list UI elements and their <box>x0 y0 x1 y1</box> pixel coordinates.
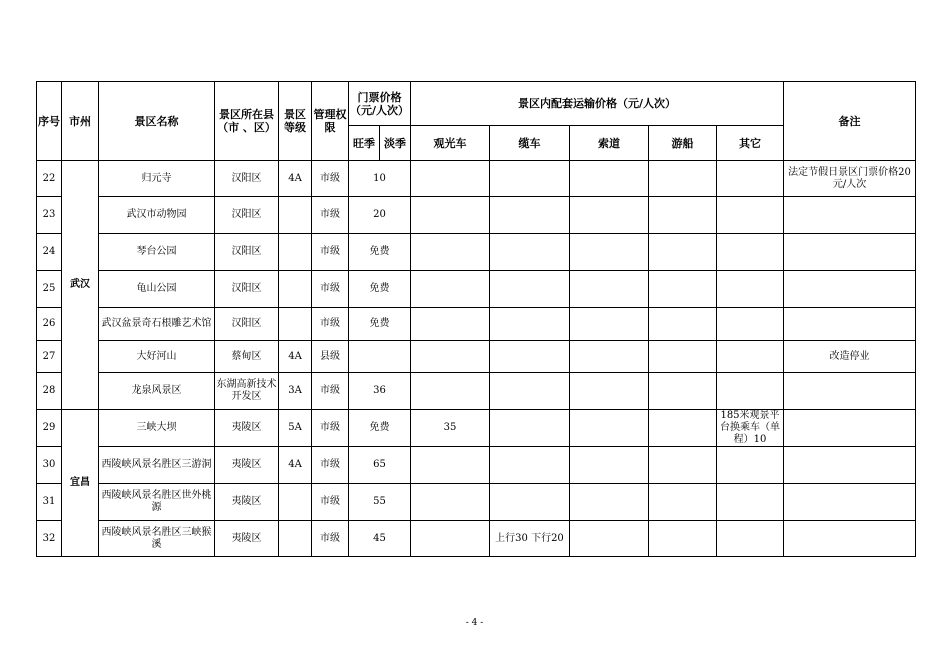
cell-ropeway <box>570 271 649 308</box>
cell-seq: 28 <box>37 373 62 410</box>
cell-bus <box>411 234 490 271</box>
cell-cable <box>490 271 570 308</box>
cell-name: 西陵峡风景名胜区三游洞 <box>99 447 215 484</box>
cell-authority: 县级 <box>312 341 349 373</box>
cell-ropeway <box>570 410 649 447</box>
cell-county: 汉阳区 <box>215 271 279 308</box>
cell-other <box>717 271 784 308</box>
cell-ropeway <box>570 484 649 521</box>
cell-ropeway <box>570 161 649 197</box>
cell-ticket-price <box>349 341 411 373</box>
cell-grade <box>279 521 312 557</box>
cell-cable <box>490 447 570 484</box>
cell-authority: 市级 <box>312 484 349 521</box>
header-ropeway: 索道 <box>570 126 649 161</box>
cell-bus <box>411 484 490 521</box>
cell-grade: 4A <box>279 447 312 484</box>
cell-grade <box>279 234 312 271</box>
cell-seq: 29 <box>37 410 62 447</box>
cell-authority: 市级 <box>312 373 349 410</box>
cell-name: 西陵峡风景名胜区世外桃源 <box>99 484 215 521</box>
cell-county: 夷陵区 <box>215 521 279 557</box>
cell-ticket-price: 免费 <box>349 271 411 308</box>
cell-other <box>717 341 784 373</box>
cell-note: 改造停业 <box>784 341 916 373</box>
cell-county: 汉阳区 <box>215 197 279 234</box>
cell-boat <box>649 373 717 410</box>
table-row <box>37 447 916 484</box>
cell-authority: 市级 <box>312 271 349 308</box>
cell-county: 夷陵区 <box>215 484 279 521</box>
cell-ropeway <box>570 373 649 410</box>
cell-other <box>717 484 784 521</box>
cell-grade: 4A <box>279 341 312 373</box>
cell-grade: 4A <box>279 161 312 197</box>
cell-boat <box>649 410 717 447</box>
cell-grade <box>279 308 312 341</box>
cell-name: 武汉盆景奇石根雕艺术馆 <box>99 308 215 341</box>
cell-note <box>784 410 916 447</box>
cell-seq: 32 <box>37 521 62 557</box>
cell-name: 归元寺 <box>99 161 215 197</box>
cell-note <box>784 484 916 521</box>
cell-authority: 市级 <box>312 410 349 447</box>
cell-seq: 22 <box>37 161 62 197</box>
cell-cable <box>490 373 570 410</box>
cell-ticket-price: 45 <box>349 521 411 557</box>
cell-ropeway <box>570 197 649 234</box>
cell-note <box>784 234 916 271</box>
header-seq: 序号 <box>37 82 62 161</box>
cell-county: 夷陵区 <box>215 447 279 484</box>
cell-boat <box>649 341 717 373</box>
cell-note: 法定节假日景区门票价格20元/人次 <box>784 161 916 197</box>
cell-other <box>717 447 784 484</box>
table-row <box>37 161 916 197</box>
cell-name: 大好河山 <box>99 341 215 373</box>
cell-bus <box>411 447 490 484</box>
cell-boat <box>649 447 717 484</box>
cell-authority: 市级 <box>312 234 349 271</box>
cell-seq: 26 <box>37 308 62 341</box>
header-city: 市州 <box>62 82 99 161</box>
cell-note <box>784 521 916 557</box>
cell-grade: 5A <box>279 410 312 447</box>
cell-cable <box>490 341 570 373</box>
cell-seq: 30 <box>37 447 62 484</box>
header-note: 备注 <box>784 82 916 161</box>
header-grade: 景区等级 <box>279 82 312 161</box>
cell-boat <box>649 308 717 341</box>
cell-name: 武汉市动物园 <box>99 197 215 234</box>
cell-cable: 上行30 下行20 <box>490 521 570 557</box>
cell-county: 蔡甸区 <box>215 341 279 373</box>
cell-grade <box>279 197 312 234</box>
cell-boat <box>649 161 717 197</box>
table-row <box>37 410 916 447</box>
cell-county: 汉阳区 <box>215 161 279 197</box>
table-row <box>37 271 916 308</box>
cell-name: 龙泉风景区 <box>99 373 215 410</box>
table-row <box>37 373 916 410</box>
header-ticket: 门票价格（元/人次） <box>349 82 411 126</box>
cell-name: 三峡大坝 <box>99 410 215 447</box>
cell-ticket-price: 36 <box>349 373 411 410</box>
cell-authority: 市级 <box>312 447 349 484</box>
cell-ticket-price: 65 <box>349 447 411 484</box>
cell-authority: 市级 <box>312 308 349 341</box>
cell-cable <box>490 197 570 234</box>
cell-bus <box>411 521 490 557</box>
cell-other <box>717 234 784 271</box>
cell-county: 汉阳区 <box>215 234 279 271</box>
cell-other <box>717 521 784 557</box>
cell-authority: 市级 <box>312 161 349 197</box>
header-boat: 游船 <box>649 126 717 161</box>
cell-ropeway <box>570 308 649 341</box>
table-row <box>37 521 916 557</box>
cell-ropeway <box>570 521 649 557</box>
cell-ticket-price: 55 <box>349 484 411 521</box>
cell-note <box>784 447 916 484</box>
cell-ticket-price: 10 <box>349 161 411 197</box>
cell-ropeway <box>570 341 649 373</box>
header-cable: 缆车 <box>490 126 570 161</box>
cell-grade <box>279 271 312 308</box>
cell-other <box>717 373 784 410</box>
cell-seq: 23 <box>37 197 62 234</box>
cell-grade <box>279 484 312 521</box>
cell-boat <box>649 484 717 521</box>
cell-ticket-price: 20 <box>349 197 411 234</box>
cell-boat <box>649 521 717 557</box>
cell-bus: 35 <box>411 410 490 447</box>
cell-boat <box>649 234 717 271</box>
header-name: 景区名称 <box>99 82 215 161</box>
cell-name: 龟山公园 <box>99 271 215 308</box>
cell-city: 宜昌 <box>62 410 99 557</box>
header-authority: 管理权限 <box>312 82 349 161</box>
cell-county: 夷陵区 <box>215 410 279 447</box>
cell-county: 汉阳区 <box>215 308 279 341</box>
cell-seq: 24 <box>37 234 62 271</box>
cell-ticket-price: 免费 <box>349 308 411 341</box>
header-other: 其它 <box>717 126 784 161</box>
cell-cable <box>490 234 570 271</box>
cell-authority: 市级 <box>312 521 349 557</box>
table-row <box>37 197 916 234</box>
cell-cable <box>490 308 570 341</box>
cell-ticket-price: 免费 <box>349 234 411 271</box>
cell-other <box>717 197 784 234</box>
cell-ticket-price: 免费 <box>349 410 411 447</box>
cell-other <box>717 161 784 197</box>
cell-other: 185米观景平台换乘车（单程）10 <box>717 410 784 447</box>
cell-bus <box>411 161 490 197</box>
cell-ropeway <box>570 234 649 271</box>
scenic-price-table <box>36 81 916 557</box>
cell-cable <box>490 161 570 197</box>
cell-other <box>717 308 784 341</box>
cell-ropeway <box>570 447 649 484</box>
cell-cable <box>490 484 570 521</box>
cell-boat <box>649 197 717 234</box>
header-off: 淡季 <box>380 126 411 161</box>
cell-cable <box>490 410 570 447</box>
header-transport: 景区内配套运输价格（元/人次） <box>411 82 784 126</box>
header-peak: 旺季 <box>349 126 380 161</box>
cell-seq: 31 <box>37 484 62 521</box>
table-row <box>37 341 916 373</box>
header-county: 景区所在县（市 、区） <box>215 82 279 161</box>
cell-note <box>784 308 916 341</box>
cell-name: 琴台公园 <box>99 234 215 271</box>
cell-county: 东湖高新技术开发区 <box>215 373 279 410</box>
cell-authority: 市级 <box>312 197 349 234</box>
header-bus: 观光车 <box>411 126 490 161</box>
page-number: - 4 - <box>465 618 484 628</box>
cell-seq: 25 <box>37 271 62 308</box>
cell-note <box>784 197 916 234</box>
cell-bus <box>411 271 490 308</box>
cell-bus <box>411 308 490 341</box>
cell-name: 西陵峡风景名胜区三峡猴溪 <box>99 521 215 557</box>
cell-bus <box>411 341 490 373</box>
cell-seq: 27 <box>37 341 62 373</box>
cell-bus <box>411 373 490 410</box>
cell-note <box>784 271 916 308</box>
cell-note <box>784 373 916 410</box>
table-row <box>37 234 916 271</box>
cell-boat <box>649 271 717 308</box>
table-row <box>37 484 916 521</box>
cell-bus <box>411 197 490 234</box>
table-row <box>37 308 916 341</box>
cell-city: 武汉 <box>62 161 99 410</box>
cell-grade: 3A <box>279 373 312 410</box>
table-body <box>37 161 916 557</box>
